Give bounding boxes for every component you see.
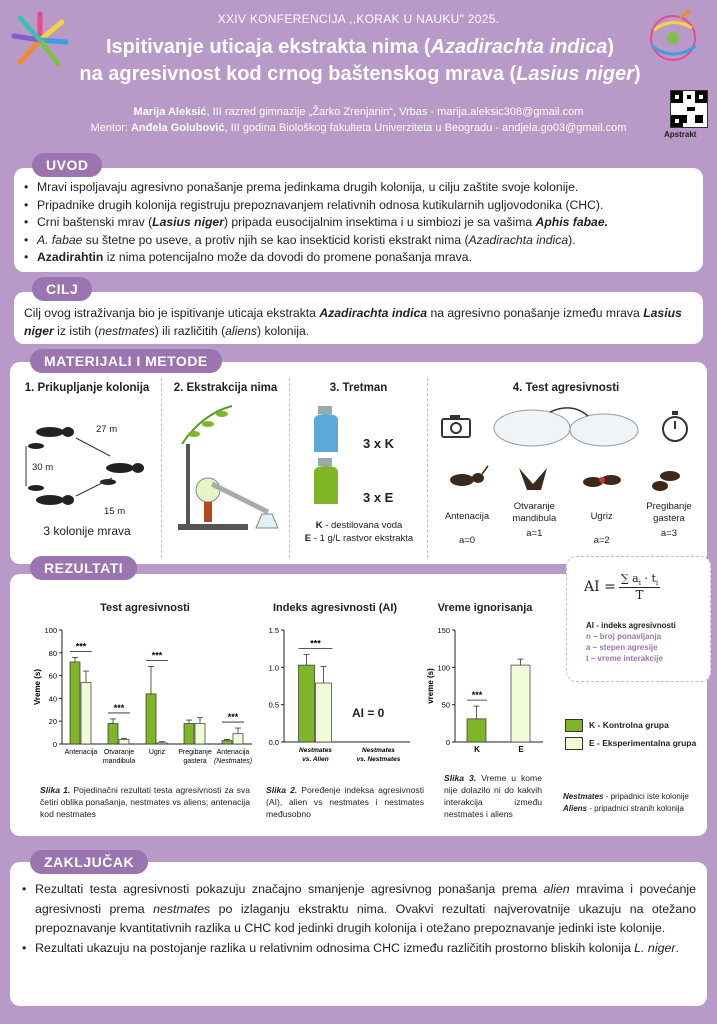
x-tick-label: Antenacija — [64, 749, 98, 756]
y-tick-label: 100 — [437, 663, 450, 673]
y-tick-label: 100 — [44, 626, 57, 635]
chart-ignoring-time — [425, 620, 550, 772]
y-tick-label: 0 — [445, 738, 450, 747]
significance-stars: *** — [151, 650, 163, 661]
significance-stars: *** — [471, 690, 483, 701]
rezultati-title: REZULTATI — [30, 556, 137, 580]
x-tick-label: E — [518, 745, 524, 754]
bar — [81, 682, 91, 744]
cilj-title: CILJ — [32, 277, 92, 301]
caption-2: Slika 2. Poređenje indeksa agresivnosti (AI), alien vs nestmates i nestmates međusobno — [266, 785, 424, 819]
bar — [184, 723, 194, 744]
group-legend: K - Kontrolna grupa E - Eksperimentalna grupa — [565, 716, 696, 752]
x-tick-label: Otvaranje — [103, 749, 135, 756]
list-item: • Mravi ispoljavaju agresivno ponašanje prema jedinkama drugih kolonija, u cilju zaštite svoje kolonije. — [24, 179, 699, 197]
y-tick-label: 1.0 — [268, 663, 279, 673]
mentor-name: Anđela Golubović — [130, 122, 225, 134]
behavior-item: Ugriz a=2 — [569, 464, 635, 546]
bar — [316, 683, 332, 742]
mandible-icon — [511, 464, 557, 492]
x-tick-label: Nestmates — [299, 747, 332, 754]
significance-stars: *** — [310, 638, 321, 649]
bar — [119, 739, 129, 744]
x-tick-label: gastera — [183, 758, 207, 765]
step4-title: 4. Test agresivnosti — [512, 382, 620, 394]
uvod-list — [24, 179, 699, 267]
ai-zero-label: AI = 0 — [352, 706, 385, 720]
extraction-apparatus — [172, 404, 282, 534]
list-item: • Rezultati ukazuju na postojanje razlika u relativnim odnosima CHC između različitih prostorno bliskih kolonija L. niger. — [22, 939, 696, 959]
x-tick-label: K — [474, 745, 480, 754]
bar — [157, 743, 167, 744]
x-tick-label: (Nestmates) — [213, 758, 253, 765]
y-tick-label: 0 — [52, 740, 57, 749]
significance-stars: *** — [113, 702, 125, 713]
e-count: 3 x E — [363, 490, 394, 505]
y-axis-label: vreme (s) — [426, 668, 435, 704]
y-tick-label: 0.5 — [268, 700, 279, 710]
conference-title: XXIV KONFERENCIJA ,,KORAK U NAUKU" 2025. — [217, 12, 500, 26]
ant-icon — [444, 464, 490, 492]
step2-title: 2. Ekstrakcija nima — [173, 382, 278, 394]
bar — [146, 694, 156, 744]
distance-27: 27 m — [96, 424, 118, 435]
bar — [467, 719, 486, 742]
behavior-row — [434, 464, 702, 546]
bar — [299, 665, 315, 742]
x-tick-label: vs. Nestmates — [356, 756, 401, 763]
bite-icon — [579, 464, 625, 492]
bar — [511, 665, 530, 742]
chart-aggression-test — [20, 620, 260, 772]
x-tick-label: Pregibanje — [178, 749, 212, 756]
apstrakt-label: Apstrakt — [664, 130, 697, 139]
y-tick-label: 80 — [48, 648, 57, 658]
list-item: • Rezultati testa agresivnosti pokazuju značajno smanjenje agresivnog ponašanja prema alien mravima i povećanje agresivnosti prema nestmates po izlaganju ekstraktu nima. Ovakvi rezultati najverovatnije ukazuju na otežano prepoznavanje kvantitativnih razlika u CHC kod jedinki drugih kolonija i otežano prepoznavanje jedinki iste kolonije. — [22, 880, 696, 939]
k-count: 3 x K — [363, 436, 395, 451]
behavior-item: Otvaranje mandibula a=1 — [501, 464, 567, 546]
y-tick-label: 50 — [441, 700, 450, 710]
y-tick-label: 1.5 — [268, 626, 279, 635]
authors: Marija Aleksić, III razred gimnazije „Žarko Zrenjanin“, Vrbas - marija.aleksic308@gmail.com Mentor: Anđela Golubović, III godina Biološkog fakulteta Univerziteta u Beogradu - andjela.go03@gmail.com — [90, 106, 627, 134]
uvod-title: UVOD — [32, 153, 102, 177]
y-tick-label: 60 — [48, 671, 57, 681]
zakljucak-list — [22, 880, 696, 958]
step1-title: 1. Prikupljanje kolonija — [24, 382, 150, 394]
spray-bottle-e-icon — [308, 456, 344, 506]
qr-icon — [671, 91, 707, 127]
chart2-title: Indeks agresivnosti (AI) — [272, 602, 398, 614]
colonies-label: 3 kolonije mrava — [43, 524, 131, 538]
list-item: • A. fabae su štetne po useve, a protiv njih se kao insekticid koristi ekstrakt nima (Azadirachta indica). — [24, 232, 699, 250]
x-tick-label: mandibula — [102, 758, 136, 765]
x-tick-label: Nestmates — [362, 747, 395, 754]
bar — [233, 734, 243, 744]
ai-formula: AI = $\frac{\sum a_i \cdot t_i}{T}$ — [584, 572, 659, 603]
petri-dish-icon — [492, 404, 642, 450]
bar — [108, 723, 118, 744]
distance-30: 30 m — [32, 462, 54, 473]
terms-note: Nestmates - pripadnici iste kolonije Aliens - pripadnici stranih kolonija — [563, 792, 689, 813]
bar — [70, 662, 80, 744]
significance-stars: *** — [227, 712, 239, 723]
camera-icon — [441, 414, 471, 438]
list-item: • Azadirahtin iz nima potencijalno može da dovodi do promene ponašanja mrava. — [24, 249, 699, 267]
y-tick-label: 150 — [437, 626, 450, 635]
x-tick-label: Antenacija — [216, 749, 250, 756]
behavior-item: Pregibanje gastera a=3 — [636, 464, 702, 546]
bar — [222, 741, 232, 744]
zakljucak-title: ZAKLJUČAK — [30, 850, 148, 874]
experimental-swatch — [565, 737, 583, 750]
significance-stars: *** — [75, 641, 87, 652]
metode-title: MATERIJALI I METODE — [30, 349, 222, 373]
formula-legend: AI - indeks agresivnosti n – broj ponavljanja a – stepen agresije t – vreme interakcije — [586, 621, 676, 663]
distance-15: 15 m — [104, 506, 126, 517]
list-item: • Pripadnike drugih kolonija registruju prepoznavanjem relativnih odnosa kutikularnih ugljovodonika (CHC). — [24, 197, 699, 215]
caption-1: Slika 1. Pojedinačni rezultati testa agresivnosti za sva četiri oblika ponašanja, nestmates vs aliens; antenacija kod nestmates — [40, 785, 250, 819]
y-tick-label: 0.0 — [268, 738, 279, 747]
y-axis-label: Vreme (s) — [33, 668, 42, 706]
chart3-title: Vreme ignorisanja — [437, 602, 533, 614]
caption-3: Slika 3. Vreme u kome nije dolazilo ni do kakvih interakcija između nestmates i aliens — [444, 773, 542, 819]
x-tick-label: vs. Alien — [302, 756, 329, 763]
stopwatch-icon — [660, 410, 690, 444]
step3-title: 3. Tretman — [329, 382, 388, 394]
y-tick-label: 40 — [48, 694, 57, 704]
cilj-text: Cilj ovog istraživanja bio je ispitivanje uticaja ekstrakta Azadirachta indica na agresivno ponašanje između mrava Lasius niger iz istih (nestmates) ili različitih (aliens) kolonija. — [24, 306, 682, 338]
control-swatch — [565, 719, 583, 732]
chart-aggression-index — [260, 620, 420, 772]
x-tick-label: Ugriz — [148, 749, 166, 756]
chart1-title: Test agresivnosti — [100, 602, 190, 614]
list-item: • Crni baštenski mrav (Lasius niger) pripada eusocijalnim insektima i u simbiozi je sa vašima Aphis fabae. — [24, 214, 699, 232]
spray-bottle-k-icon — [308, 404, 344, 454]
gaster-icon — [646, 464, 692, 492]
y-tick-label: 20 — [48, 717, 57, 727]
behavior-item: Antenacija a=0 — [434, 464, 500, 546]
author-name: Marija Aleksić — [133, 106, 207, 118]
bar — [195, 723, 205, 744]
poster-title: Ispitivanje uticaja ekstrakta nima (Azadirachta indica) na agresivnost kod crnog baštenskog mrava (Lasius niger) — [79, 36, 641, 85]
qr-code[interactable] — [670, 90, 708, 128]
treatment-legend: K - destilovana voda E - 1 g/L rastvor ekstrakta — [304, 520, 414, 544]
